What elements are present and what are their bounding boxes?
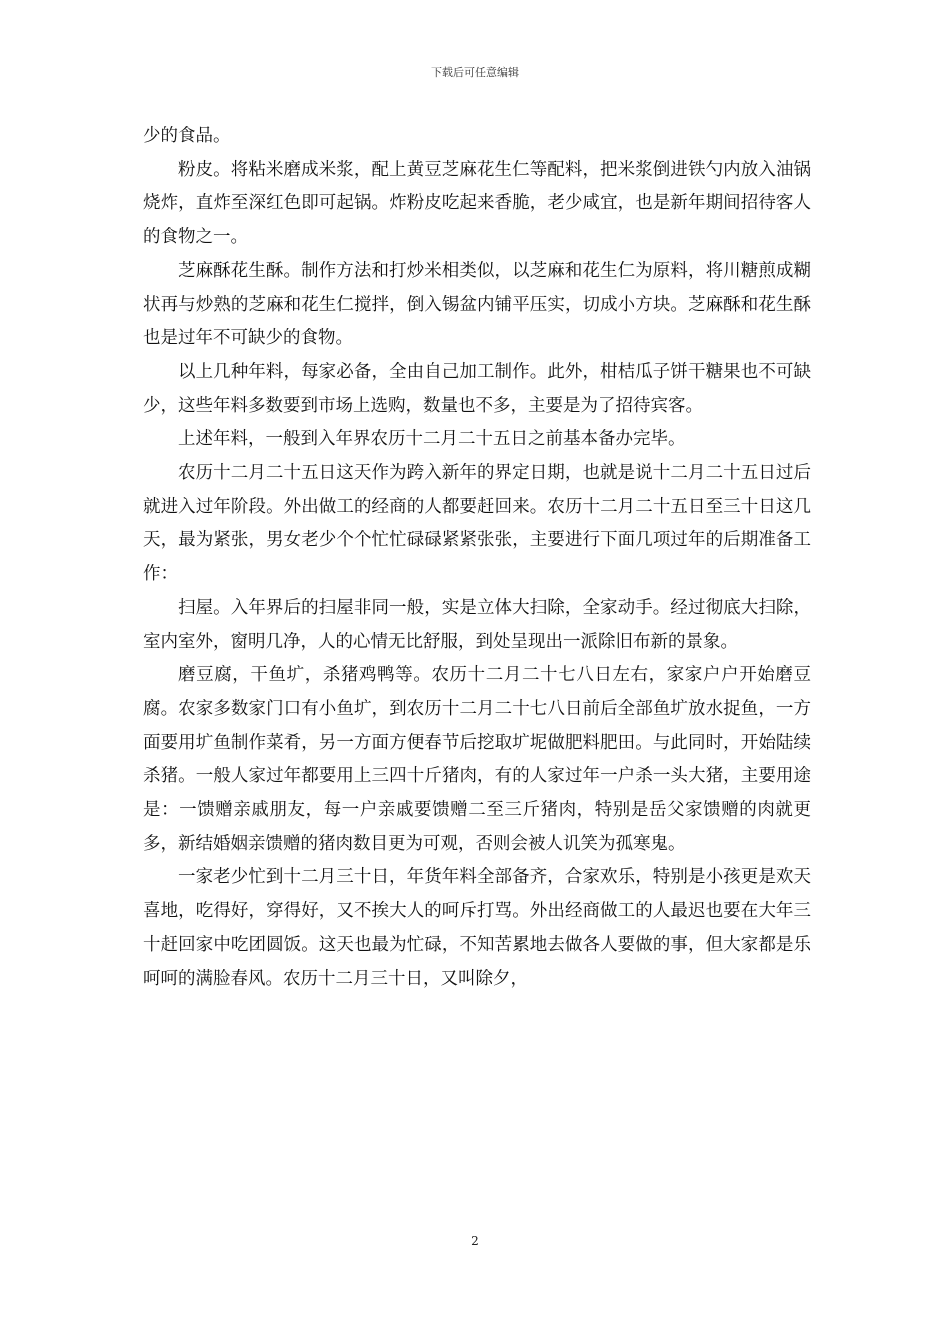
paragraph-new-years-eve: 一家老少忙到十二月三十日，年货年料全部备齐，合家欢乐，特别是小孩更是欢天喜地，吃得好，穿得好，又不挨大人的呵斥打骂。外出经商做工的人最迟也要在大年三十赶回家中吃团圆饭。这天也最为忙碌，不知苦累地去做各人要做的事，但大家都是乐呵呵的满脸春风。农历十二月三十日，又叫除夕， — [143, 867, 811, 989]
paragraph-house-cleaning: 扫屋。入年界后的扫屋非同一般，实是立体大扫除，全家动手。经过彻底大扫除，室内室外，窗明几净，人的心情无比舒服，到处呈现出一派除旧布新的景象。 — [143, 597, 811, 652]
paragraph-twenty-fifth-day: 农历十二月二十五日这天作为跨入新年的界定日期，也就是说十二月二十五日过后就进入过年阶段。外出做工的经商的人都要赶回来。农历十二月二十五日至三十日这几天，最为紧张，男女老少个个忙忙碌碌紧紧张张，主要进行下面几项过年的后期准备工作： — [143, 463, 811, 585]
paragraph-tofu-fish-pork: 磨豆腐，干鱼圹，杀猪鸡鸭等。农历十二月二十七八日左右，家家户户开始磨豆腐。农家多数家门口有小鱼圹，到农历十二月二十七八日前后全部鱼圹放水捉鱼，一方面要用圹鱼制作菜肴，另一方面方便春节后挖取圹坭做肥料肥田。与此同时，开始陆续杀猪。一般人家过年都要用上三四十斤猪肉，有的人家过年一户杀一头大猪，主要用途是：一馈赠亲戚朋友，每一户亲戚要馈赠二至三斤猪肉，特别是岳父家馈赠的肉就更多，新结婚姻亲馈赠的猪肉数目更为可观，否则会被人讥笑为孤寒鬼。 — [143, 665, 811, 854]
paragraph-sesame-peanut-crisp: 芝麻酥花生酥。制作方法和打炒米相类似，以芝麻和花生仁为原料，将川糖煎成糊状再与炒熟的芝麻和花生仁搅拌，倒入锡盆内铺平压实，切成小方块。芝麻酥和花生酥也是过年不可缺少的食物。 — [143, 260, 811, 349]
paragraph-continuation: 少的食品。 — [143, 126, 231, 146]
document-body — [143, 120, 811, 996]
paragraph-preparation-deadline: 上述年料，一般到入年界农历十二月二十五日之前基本备办完毕。 — [178, 429, 686, 450]
page-header: 下载后可任意编辑 — [431, 66, 519, 79]
paragraph-new-year-foods: 以上几种年料，每家必备，全由自己加工制作。此外，柑桔瓜子饼干糖果也不可缺少，这些年料多数要到市场上选购，数量也不多，主要是为了招待宾客。 — [143, 361, 811, 416]
paragraph-fenpi: 粉皮。将粘米磨成米浆，配上黄豆芝麻花生仁等配料，把米浆倒进铁勺内放入油锅烧炸，直炸至深红色即可起锅。炸粉皮吃起来香脆，老少咸宜，也是新年期间招待客人的食物之一。 — [143, 159, 811, 248]
page-number: 2 — [471, 1234, 479, 1248]
